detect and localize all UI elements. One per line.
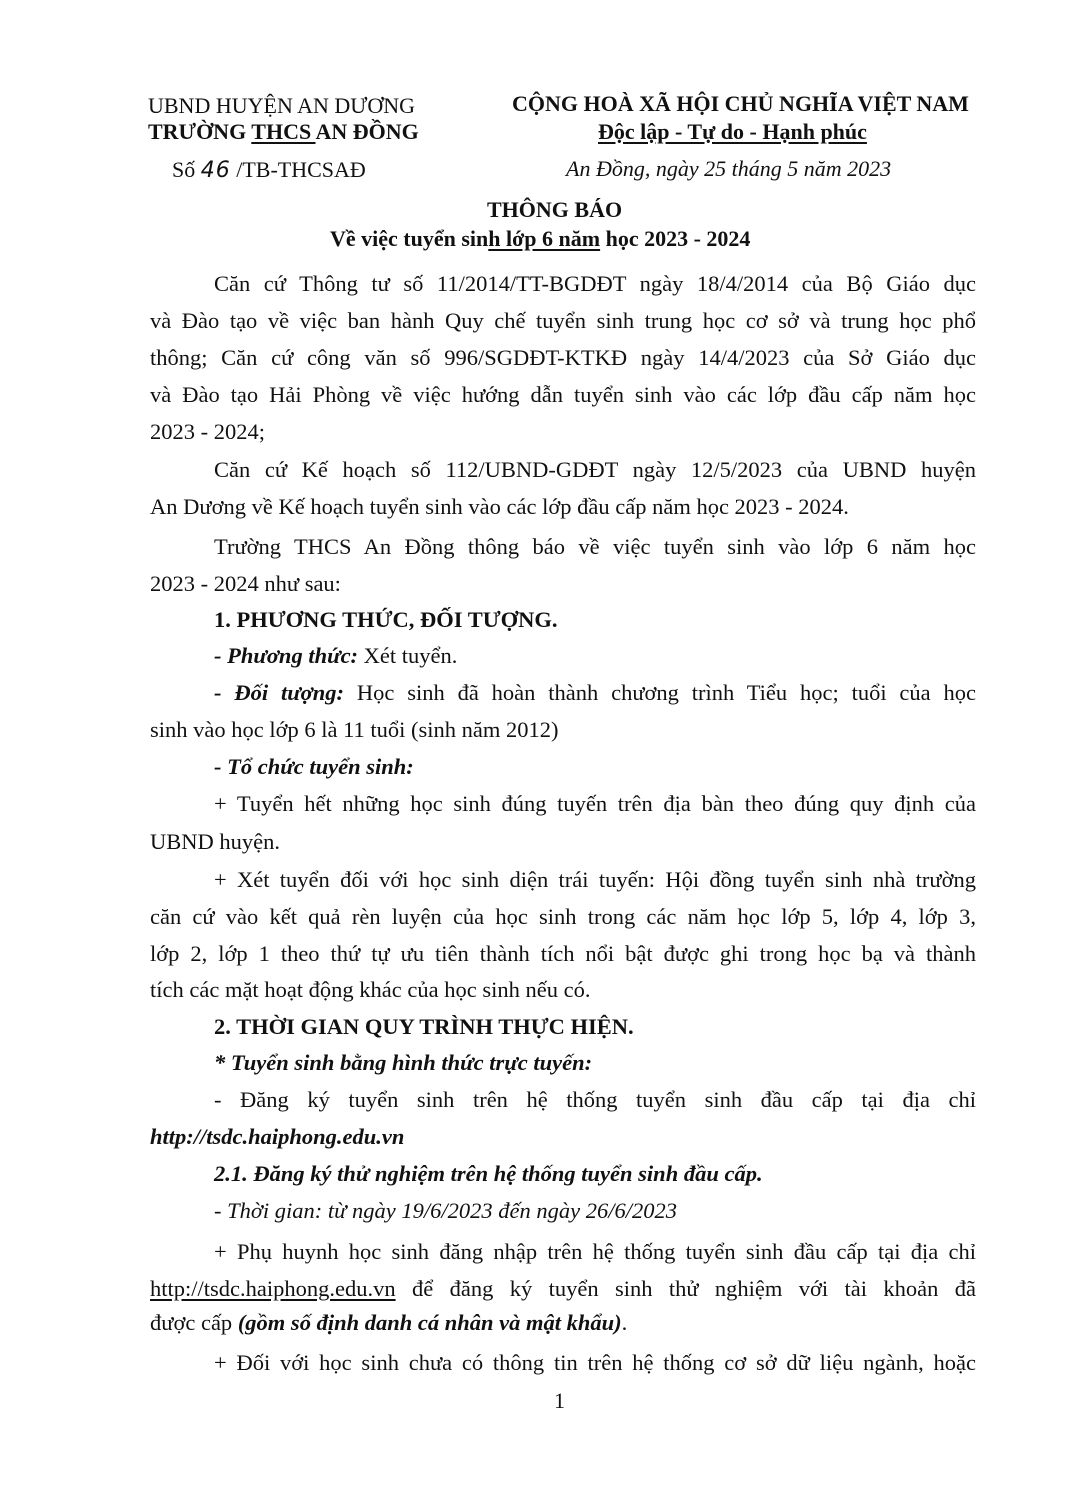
body-line: + Đối với học sinh chưa có thông tin trên hệ thống cơ sở dữ liệu ngành, hoặc (214, 1350, 976, 1375)
section-heading-1: 1. PHƯƠNG THỨC, ĐỐI TƯỢNG. (214, 607, 558, 632)
body-line: tích các mặt hoạt động khác của học sinh nếu có. (150, 977, 591, 1002)
time-line: - Thời gian: từ ngày 19/6/2023 đến ngày 26/6/2023 (214, 1198, 677, 1223)
section-heading-2-1: 2.1. Đăng ký thử nghiệm trên hệ thống tuyển sinh đầu cấp. (214, 1161, 763, 1186)
national-motto: Độc lập - Tự do - Hạnh phúc (598, 119, 867, 144)
school-name-suffix: AN ĐỒNG (315, 119, 419, 144)
document-title: THÔNG BÁO (487, 197, 623, 222)
document-subtitle (330, 226, 750, 252)
online-enrollment-label: * Tuyển sinh bằng hình thức trực tuyến: (214, 1050, 593, 1075)
register-url-link[interactable]: http://tsdc.haiphong.edu.vn (150, 1124, 405, 1149)
body-line: thông; Căn cứ công văn số 996/SGDĐT-KTKĐ ngày 14/4/2023 của Sở Giáo dục (150, 345, 976, 370)
method-label: - Phương thức: (214, 643, 359, 668)
parent-line-3 (150, 1306, 976, 1340)
body-line: lớp 2, lớp 1 theo thứ tự ưu tiên thành tích nổi bật được ghi trong học bạ và thành (150, 941, 976, 966)
school-name (148, 119, 419, 145)
body-line: và Đào tạo về việc ban hành Quy chế tuyển sinh trung học cơ sở và trung học phổ (150, 308, 976, 333)
body-line: sinh vào học lớp 6 là 11 tuổi (sinh năm 2012) (150, 717, 559, 742)
school-name-prefix: TRƯỜNG (148, 119, 252, 144)
body-line: + Tuyển hết những học sinh đúng tuyến trên địa bàn theo đúng quy định của (214, 791, 976, 816)
method-value: Xét tuyển. (358, 643, 458, 668)
subtitle-post: học 2023 - 2024 (600, 226, 751, 251)
parent-line-2 (150, 1272, 976, 1306)
body-line: - Đăng ký tuyển sinh trên hệ thống tuyển sinh đầu cấp tại địa chỉ (214, 1087, 976, 1112)
parent-line-3-pre: được cấp (150, 1310, 238, 1335)
page-number: 1 (554, 1388, 565, 1413)
body-line: Căn cứ Thông tư số 11/2014/TT-BGDĐT ngày 18/4/2014 của Bộ Giáo dục (214, 271, 976, 296)
body-line: An Dương về Kế hoạch tuyển sinh vào các lớp đầu cấp năm học 2023 - 2024. (150, 494, 849, 519)
body-line: UBND huyện. (150, 829, 280, 854)
body-line: + Xét tuyển đối với học sinh diện trái tuyến: Hội đồng tuyển sinh nhà trường (214, 867, 976, 892)
body-line: 2023 - 2024 như sau: (150, 571, 341, 596)
body-line: căn cứ vào kết quả rèn luyện của học sinh trong các năm học lớp 5, lớp 4, lớp 3, (150, 904, 976, 929)
parent-line-3-italic: (gồm số định danh cá nhân và mật khẩu) (237, 1310, 622, 1335)
doc-number-label: Số (172, 157, 196, 182)
body-line: 2023 - 2024; (150, 419, 265, 444)
parent-line-3-post: . (621, 1310, 628, 1335)
doc-number-suffix: /TB-THCSAĐ (236, 157, 366, 182)
body-line: Trường THCS An Đồng thông báo về việc tuyển sinh vào lớp 6 năm học (214, 534, 976, 559)
place-and-date: An Đồng, ngày 25 tháng 5 năm 2023 (566, 156, 892, 181)
target-value: Học sinh đã hoàn thành chương trình Tiểu học; tuổi của học (344, 680, 976, 705)
parent-line-2-rest: để đăng ký tuyển sinh thử nghiệm với tài khoản đã (395, 1276, 976, 1301)
target-label: - Đối tượng: (214, 680, 345, 705)
document-number (172, 157, 366, 184)
organization-label: - Tổ chức tuyển sinh: (214, 754, 414, 779)
section-heading-2: 2. THỜI GIAN QUY TRÌNH THỰC HIỆN. (214, 1014, 634, 1039)
school-name-underlined: THCS (251, 119, 316, 144)
method-line (214, 639, 976, 673)
body-line: Căn cứ Kế hoạch số 112/UBND-GDĐT ngày 12/5/2023 của UBND huyện (214, 457, 976, 482)
nation-name: CỘNG HOÀ XÃ HỘI CHỦ NGHĨA VIỆT NAM (512, 91, 969, 116)
body-line: + Phụ huynh học sinh đăng nhập trên hệ thống tuyển sinh đầu cấp tại địa chỉ (214, 1239, 976, 1264)
doc-number-handwritten: 46 (200, 158, 231, 183)
subtitle-pre: Về việc tuyển sin (330, 226, 489, 251)
parent-url-link[interactable]: http://tsdc.haiphong.edu.vn (150, 1276, 396, 1301)
subtitle-underlined: h lớp 6 năm (488, 226, 601, 251)
issuing-authority: UBND HUYỆN AN DƯƠNG (148, 93, 416, 118)
body-line: và Đào tạo Hải Phòng về việc hướng dẫn tuyển sinh vào các lớp đầu cấp năm học (150, 382, 976, 407)
target-line (214, 676, 976, 710)
